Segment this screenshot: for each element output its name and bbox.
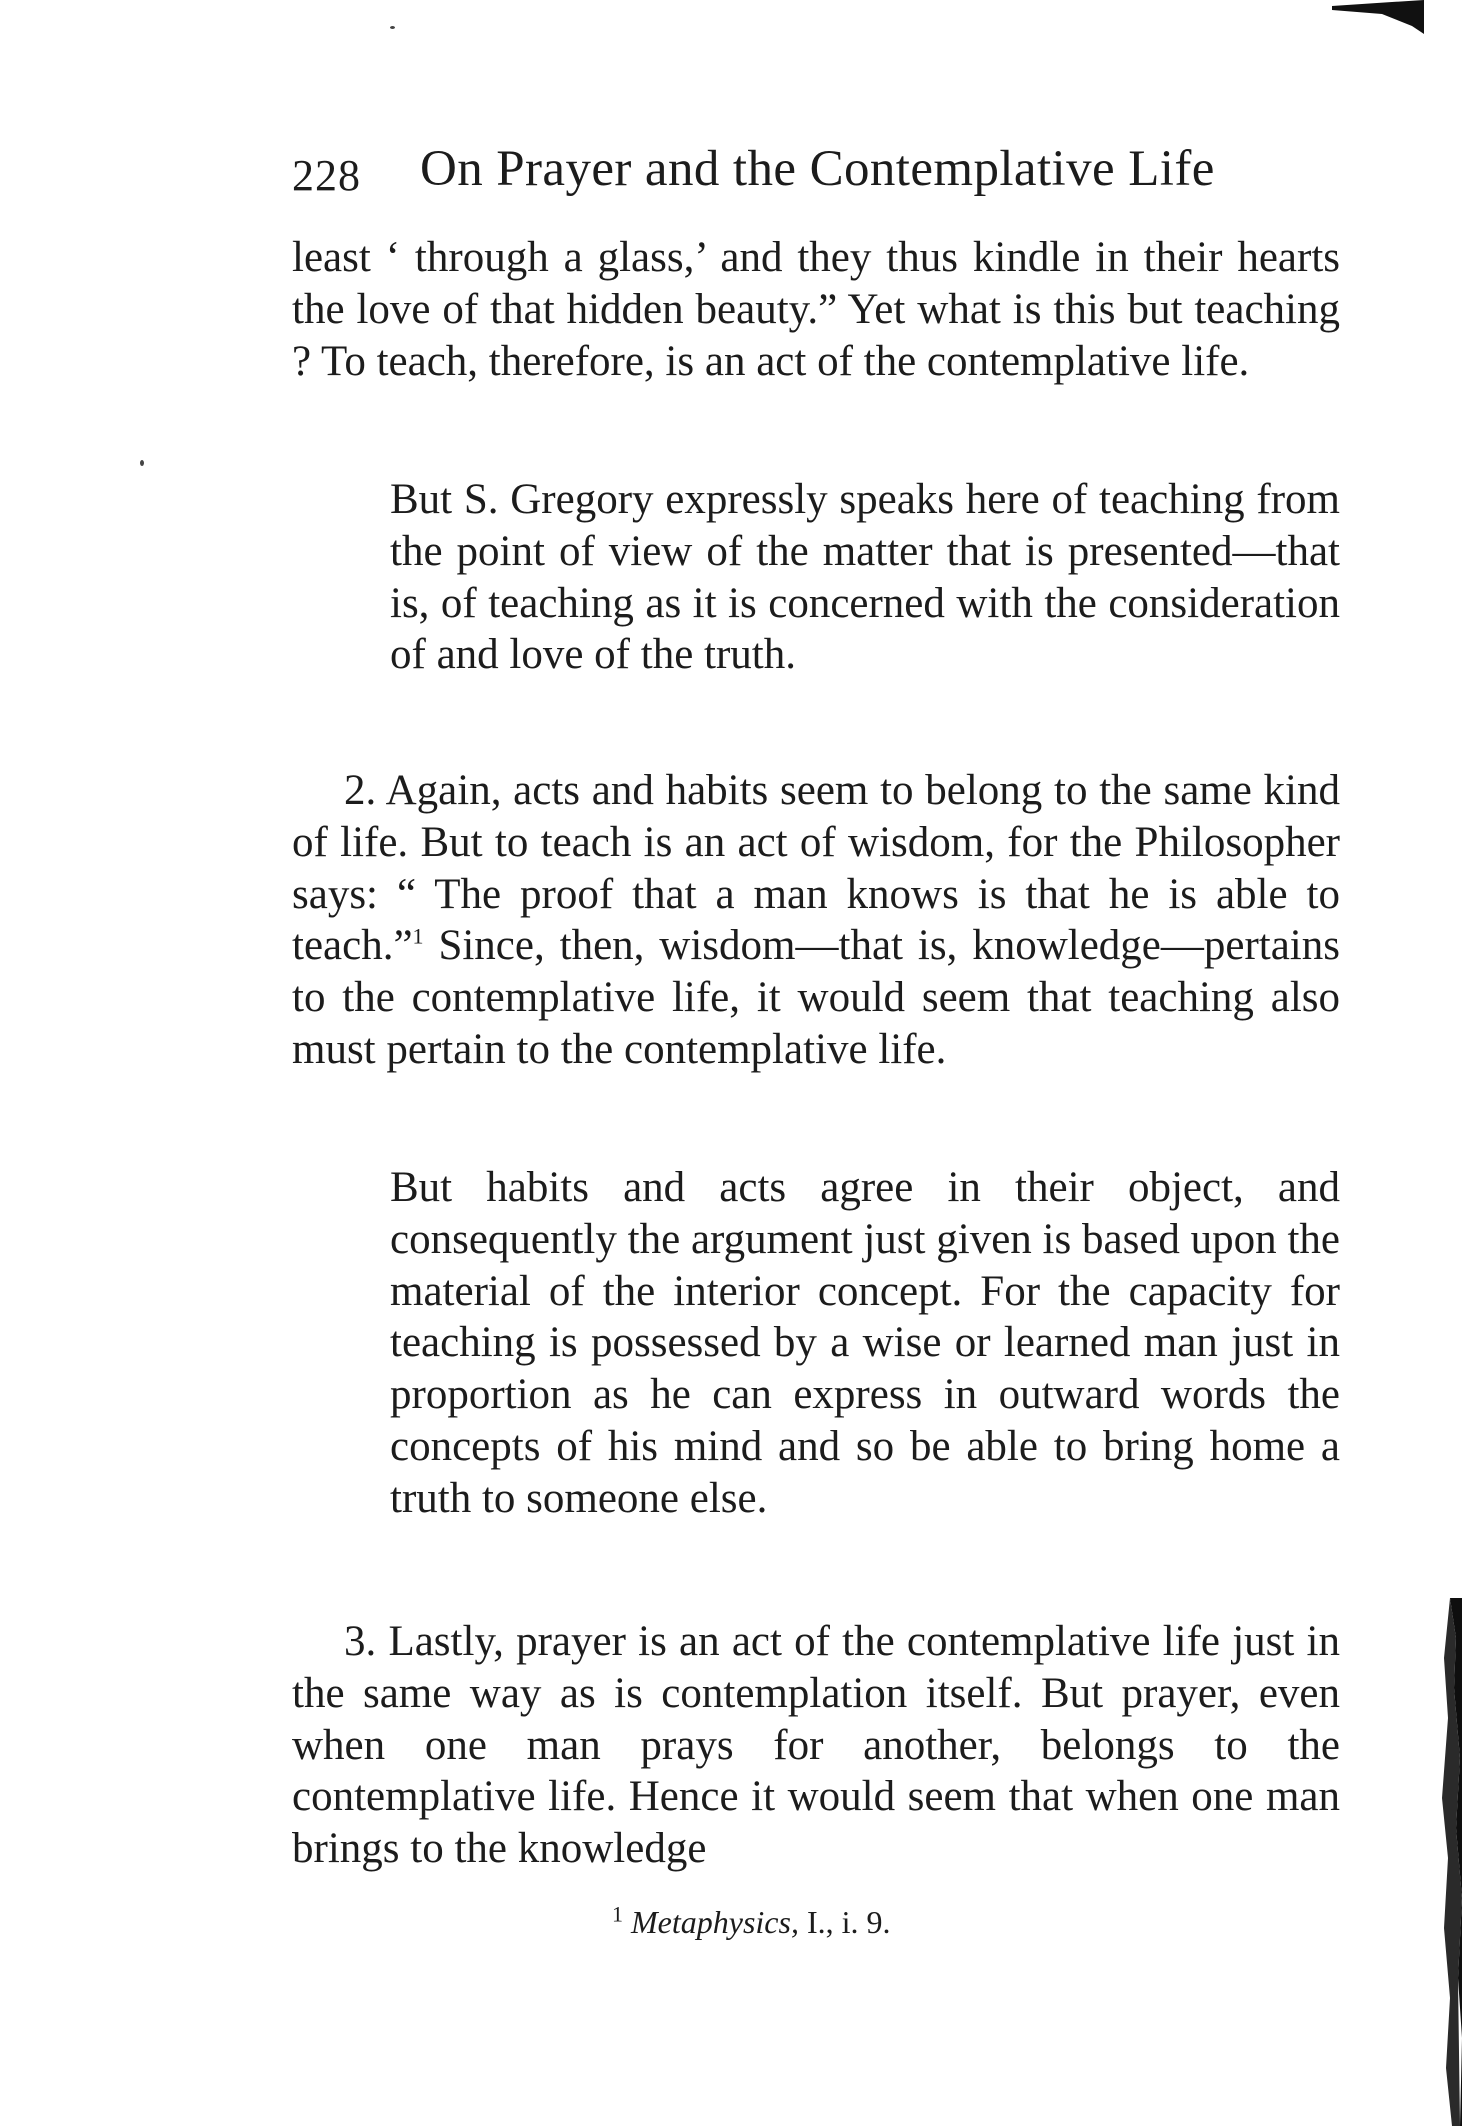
footnote-number: 1 — [612, 1901, 623, 1927]
objection-paragraph-2 — [292, 765, 1340, 1076]
page-number: 228 — [292, 151, 361, 200]
footnote-reference: 1 — [412, 924, 424, 950]
reply-paragraph-1: But S. Gregory expressly speaks here of teaching from the point of view of the matter that is presented—that is, of teaching as it is concerned with the consideration of and love of the truth. — [390, 476, 1340, 679]
reply-paragraph-2: But habits and acts agree in their object, and consequently the argument just given is based upon the material of the interior concept. For the capacity for teaching is possessed by a wise or learned man just in proportion as he can express in outward words the concepts of his mind and so be able to bring home a truth to someone else. — [390, 1164, 1340, 1522]
scan-speck — [140, 460, 144, 466]
objection-2-text-continued: Since, then, wisdom—that is, knowledge—pertains to the contemplative life, it would seem that teaching also must pertain to the contemplative life. — [292, 922, 1340, 1073]
objection-2-text: 2. Again, acts and habits seem to belong to the same kind of life. But to teach is an act of wisdom, for the Philosopher says: “ The proof that a man knows is that he is able to teach.” — [292, 767, 1340, 970]
footnote-reference-text: I., i. 9. — [798, 1904, 891, 1940]
paragraph-continuation: least ‘ through a glass,’ and they thus kindle in their hearts the love of that hidden beauty.” Yet what is this but teaching ? To teach, therefore, is an act of the contemplative life. — [292, 234, 1340, 385]
scan-edge-shadow — [1420, 1598, 1462, 2126]
running-title: On Prayer and the Contemplative Life — [420, 141, 1215, 197]
objection-paragraph-3: 3. Lastly, prayer is an act of the contemplative life just in the same way as is contemplation itself. But prayer, even when one man prays for another, belongs to the contemplative life. Hence it would seem that when one man brings to the knowledge — [292, 1618, 1340, 1873]
scan-corner-mark — [1332, 0, 1424, 40]
footnote — [612, 1901, 891, 1941]
scan-speck — [390, 26, 395, 29]
page-header — [292, 140, 1322, 210]
footnote-work-title: Metaphysics, — [631, 1904, 799, 1940]
